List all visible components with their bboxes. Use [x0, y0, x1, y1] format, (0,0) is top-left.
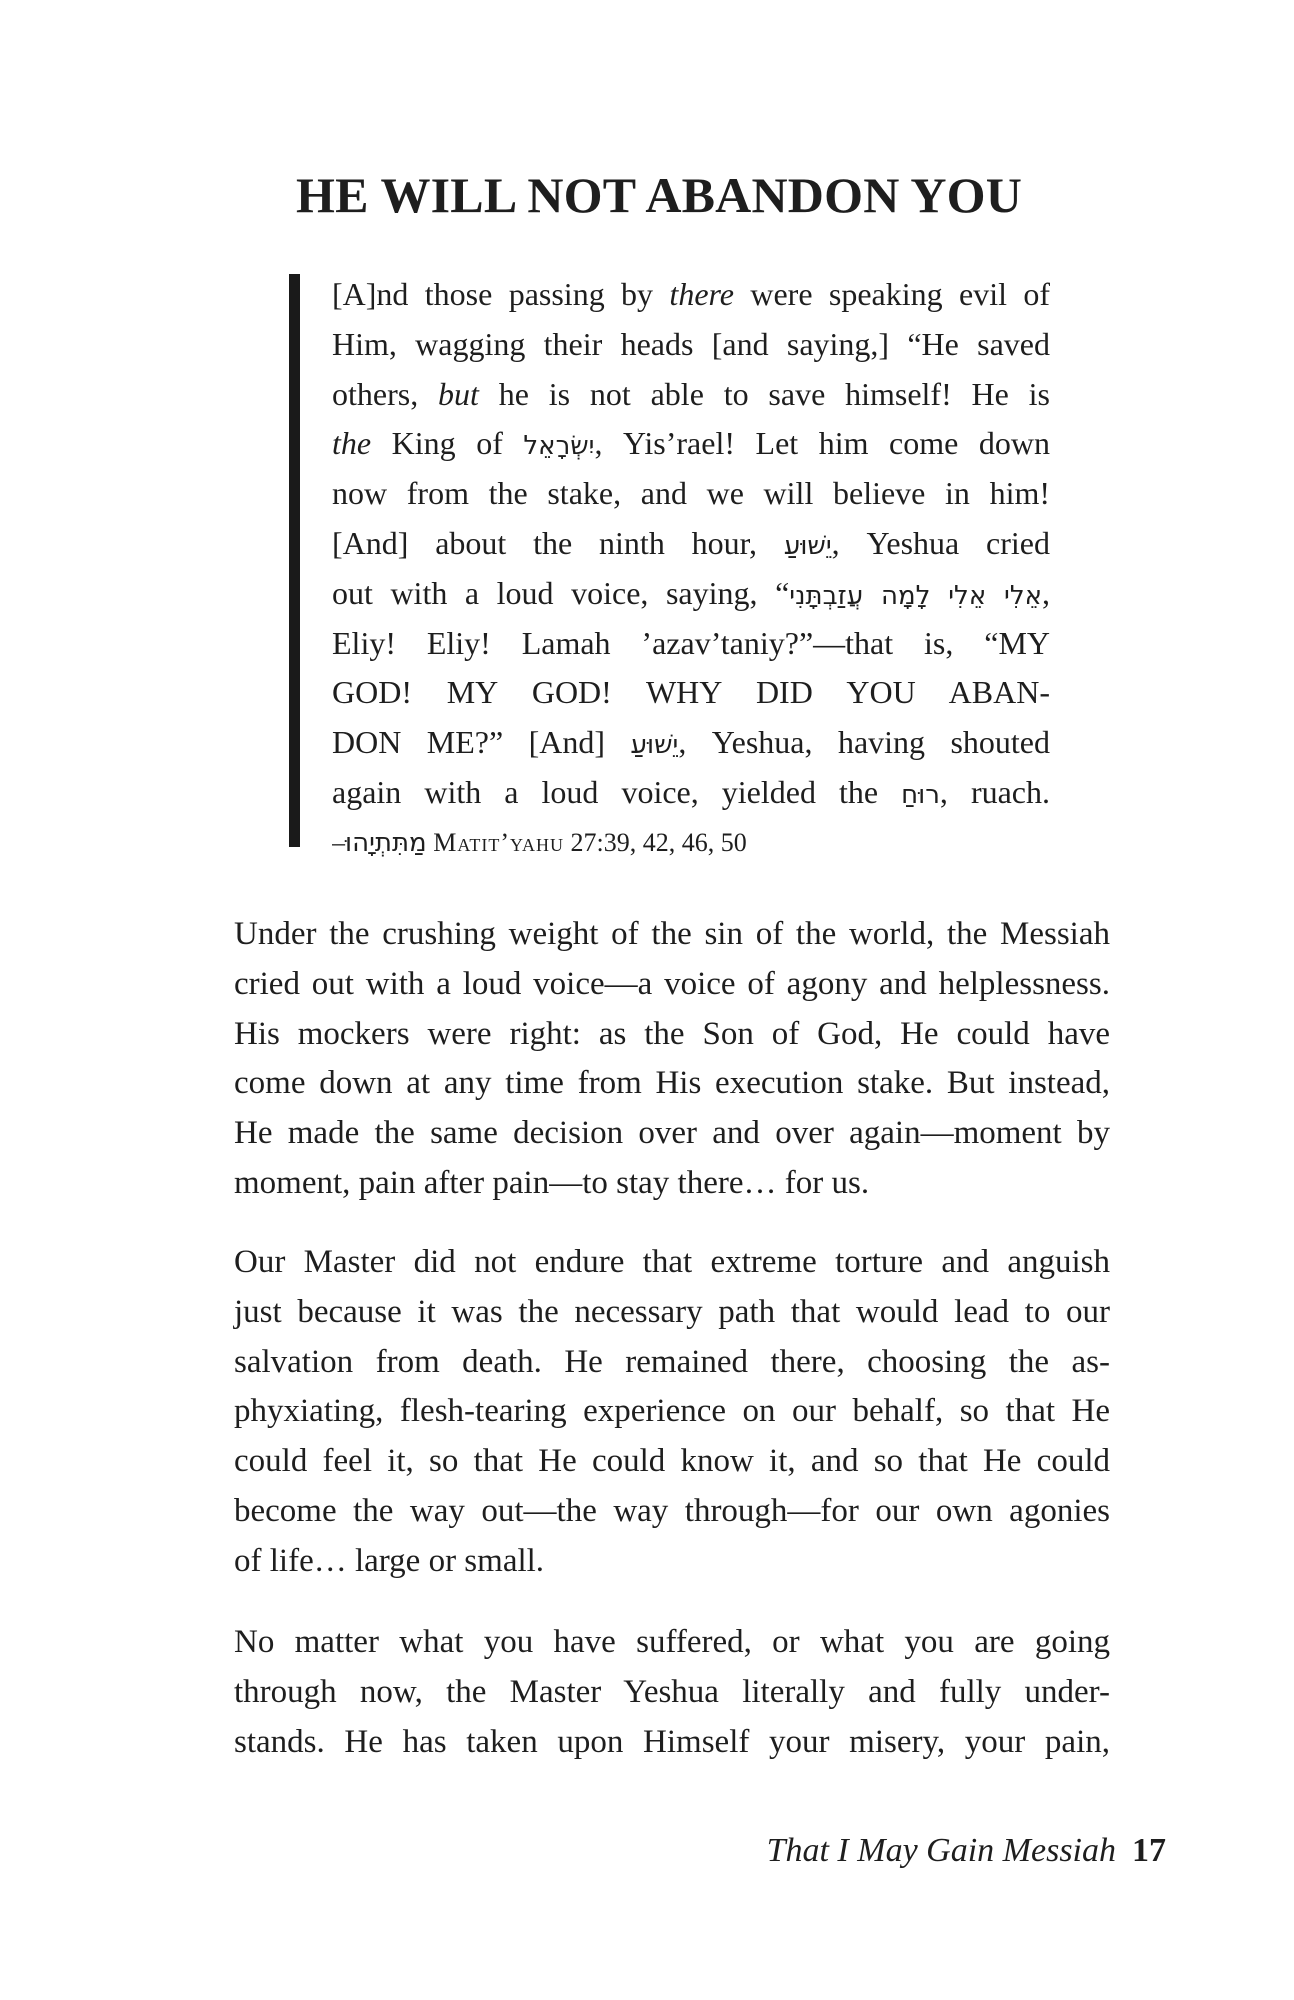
paragraph-line: No matter what you have suffered, or what you are going: [234, 1624, 1110, 1660]
hebrew-word: יֵשׁוּעַ: [630, 730, 679, 761]
running-footer-title: That I May Gain Messiah: [766, 1832, 1116, 1869]
quote-line: GOD! MY GOD! WHY DID YOU ABAN-: [332, 674, 1050, 711]
scripture-quote: [332, 270, 1050, 868]
quote-line: DON ME?” [And] יֵשׁוּעַ, Yeshua, having shouted: [332, 724, 1050, 761]
paragraph-line: cried out with a loud voice—a voice of agony and helplessness.: [234, 965, 1110, 1002]
paragraph-line: could feel it, so that He could know it, and so that He could: [234, 1443, 1110, 1480]
paragraph-line: through now, the Master Yeshua literally and fully under-: [234, 1673, 1110, 1710]
paragraph-line: He made the same decision over and over again—moment by: [234, 1115, 1110, 1152]
quote-line: [And] about the ninth hour, יֵשׁוּעַ, Yeshua cried: [332, 524, 1050, 561]
citation-reference: 27:39, 42, 46, 50: [570, 827, 747, 857]
paragraph-line: Under the crushing weight of the sin of the world, the Messiah: [234, 916, 1110, 952]
paragraph-line: His mockers were right: as the Son of God, He could have: [234, 1015, 1110, 1052]
paragraph-line: come down at any time from His execution stake. But instead,: [234, 1065, 1110, 1102]
paragraph-line: Our Master did not endure that extreme torture and anguish: [234, 1244, 1110, 1280]
hebrew-book-name: מַתִּתְיָהוּ: [345, 827, 427, 858]
paragraph-line: phyxiating, flesh-tearing experience on our behalf, so that He: [234, 1393, 1110, 1430]
hebrew-word: יִשְׂרָאֵל: [523, 431, 595, 462]
quote-line: Eliy! Eliy! Lamah ’azav’taniy?”—that is, “MY: [332, 624, 1050, 661]
paragraph-line: of life… large or small.: [234, 1542, 545, 1579]
quote-line: [A]nd those passing by there were speaking evil of: [332, 276, 1050, 312]
hebrew-word: אֵלִי אֵלִי לָמָה עֲזַבְתָּנִי: [789, 580, 1042, 611]
quote-line: now from the stake, and we will believe in him!: [332, 475, 1050, 512]
page-footer: [767, 1832, 1166, 1870]
body-paragraph: [234, 1618, 1110, 1767]
body-paragraph: [234, 910, 1110, 1209]
quote-line: again with a loud voice, yielded the רוּחַ, ruach.: [332, 773, 1050, 810]
paragraph-line: salvation from death. He remained there, choosing the as-: [234, 1343, 1110, 1380]
quote-line: out with a loud voice, saying, “אֵלִי אֵלִי לָמָה עֲזַבְתָּנִי,: [332, 574, 1050, 611]
paragraph-line: moment, pain after pain—to stay there… for us.: [234, 1164, 870, 1201]
hebrew-word: יֵשׁוּעַ: [783, 530, 832, 561]
paragraph-line: become the way out—the way through—for our own agonies: [234, 1492, 1110, 1529]
quote-bar: [289, 274, 300, 847]
chapter-heading: HE WILL NOT ABANDON YOU: [296, 167, 1023, 223]
quote-line: the King of יִשְׂרָאֵל, Yis’rael! Let him come down: [332, 425, 1050, 462]
quote-citation: –מַתִּתְיָהוּ Matit’yahu 27:39, 42, 46, 50: [332, 827, 747, 858]
quote-line: Him, wagging their heads [and saying,] “He saved: [332, 325, 1050, 362]
hebrew-word: רוּחַ: [901, 779, 940, 810]
citation-book: Matit’yahu: [433, 827, 564, 857]
quote-line: others, but he is not able to save himself! He is: [332, 375, 1050, 412]
paragraph-line: stands. He has taken upon Himself your misery, your pain,: [234, 1723, 1110, 1760]
paragraph-line: just because it was the necessary path that would lead to our: [234, 1293, 1110, 1330]
page-number: 17: [1132, 1832, 1166, 1869]
body-paragraph: [234, 1238, 1110, 1587]
